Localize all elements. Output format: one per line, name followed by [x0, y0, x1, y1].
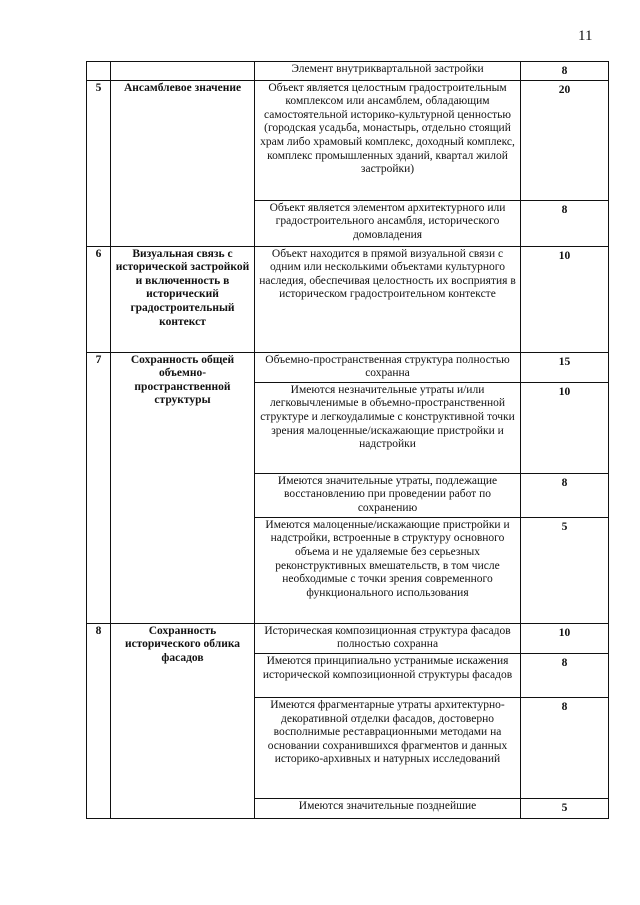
criterion-name: Визуальная связь с исторической застройкой и включенность в исторический градостроительный контекст	[111, 246, 255, 352]
criterion-description: Имеются фрагментарные утраты архитектурно-декоративной отделки фасадов, достоверно восполнимые реставрационными методами на основании сохранившихся фрагментов и данных историко-архивных и натурных исследований	[255, 697, 521, 798]
criteria-table	[86, 61, 609, 819]
criterion-number-cell	[87, 62, 111, 81]
criterion-description: Объект является элементом архитектурного или градостроительного ансамбля, исторического домовладения	[255, 200, 521, 246]
criterion-score: 10	[521, 246, 609, 352]
criterion-score: 8	[521, 62, 609, 81]
criterion-description: Объемно-пространственная структура полностью сохранна	[255, 352, 521, 382]
criterion-description: Объект находится в прямой визуальной связи с одним или несколькими объектами культурного наследия, обеспечивая целостность их восприятия в историческом градостроительном контексте	[255, 246, 521, 352]
page-number: 11	[578, 28, 593, 44]
table-row	[87, 623, 609, 653]
criterion-score: 15	[521, 352, 609, 382]
criterion-score: 8	[521, 653, 609, 697]
criterion-description: Имеются значительные позднейшие	[255, 798, 521, 818]
criterion-score: 8	[521, 473, 609, 517]
criterion-score: 8	[521, 697, 609, 798]
criterion-name: Ансамблевое значение	[111, 80, 255, 246]
table-row	[87, 62, 609, 81]
criterion-name: Сохранность общей объемно-пространственной структуры	[111, 352, 255, 623]
criterion-score: 5	[521, 798, 609, 818]
criterion-description: Имеются незначительные утраты и/или легковычленимые в объемно-пространственной структуре и легкоудалимые с конструктивной точки зрения малоценные/искажающие пристройки и надстройки	[255, 382, 521, 473]
table-row	[87, 80, 609, 200]
criterion-score: 20	[521, 80, 609, 200]
criterion-number: 6	[87, 246, 111, 352]
criterion-number: 7	[87, 352, 111, 623]
criterion-description: Имеются значительные утраты, подлежащие восстановлению при проведении работ по сохранению	[255, 473, 521, 517]
criterion-score: 10	[521, 623, 609, 653]
criterion-number: 5	[87, 80, 111, 246]
criterion-name-cell	[111, 62, 255, 81]
criterion-description: Имеются принципиально устранимые искажения исторической композиционной структуры фасадов	[255, 653, 521, 697]
criterion-score: 8	[521, 200, 609, 246]
criterion-score: 10	[521, 382, 609, 473]
criterion-score: 5	[521, 517, 609, 623]
criterion-description: Элемент внутриквартальной застройки	[255, 62, 521, 81]
table-row	[87, 246, 609, 352]
table-row	[87, 352, 609, 382]
criterion-name: Сохранность исторического облика фасадов	[111, 623, 255, 818]
criterion-description: Историческая композиционная структура фасадов полностью сохранна	[255, 623, 521, 653]
criterion-description: Объект является целостным градостроительным комплексом или ансамблем, обладающим самостоятельной историко-культурной ценностью (городская усадьба, монастырь, отдельно стоящий храм либо храмовый комплекс, доходный комплекс, комплекс промышленных зданий, квартал жилой застройки)	[255, 80, 521, 200]
criterion-number: 8	[87, 623, 111, 818]
criterion-description: Имеются малоценные/искажающие пристройки и надстройки, встроенные в структуру основного объема и не удаляемые без серьезных реконструктивных вмешательств, в том числе необходимые с точки зрения современного функционального использования	[255, 517, 521, 623]
